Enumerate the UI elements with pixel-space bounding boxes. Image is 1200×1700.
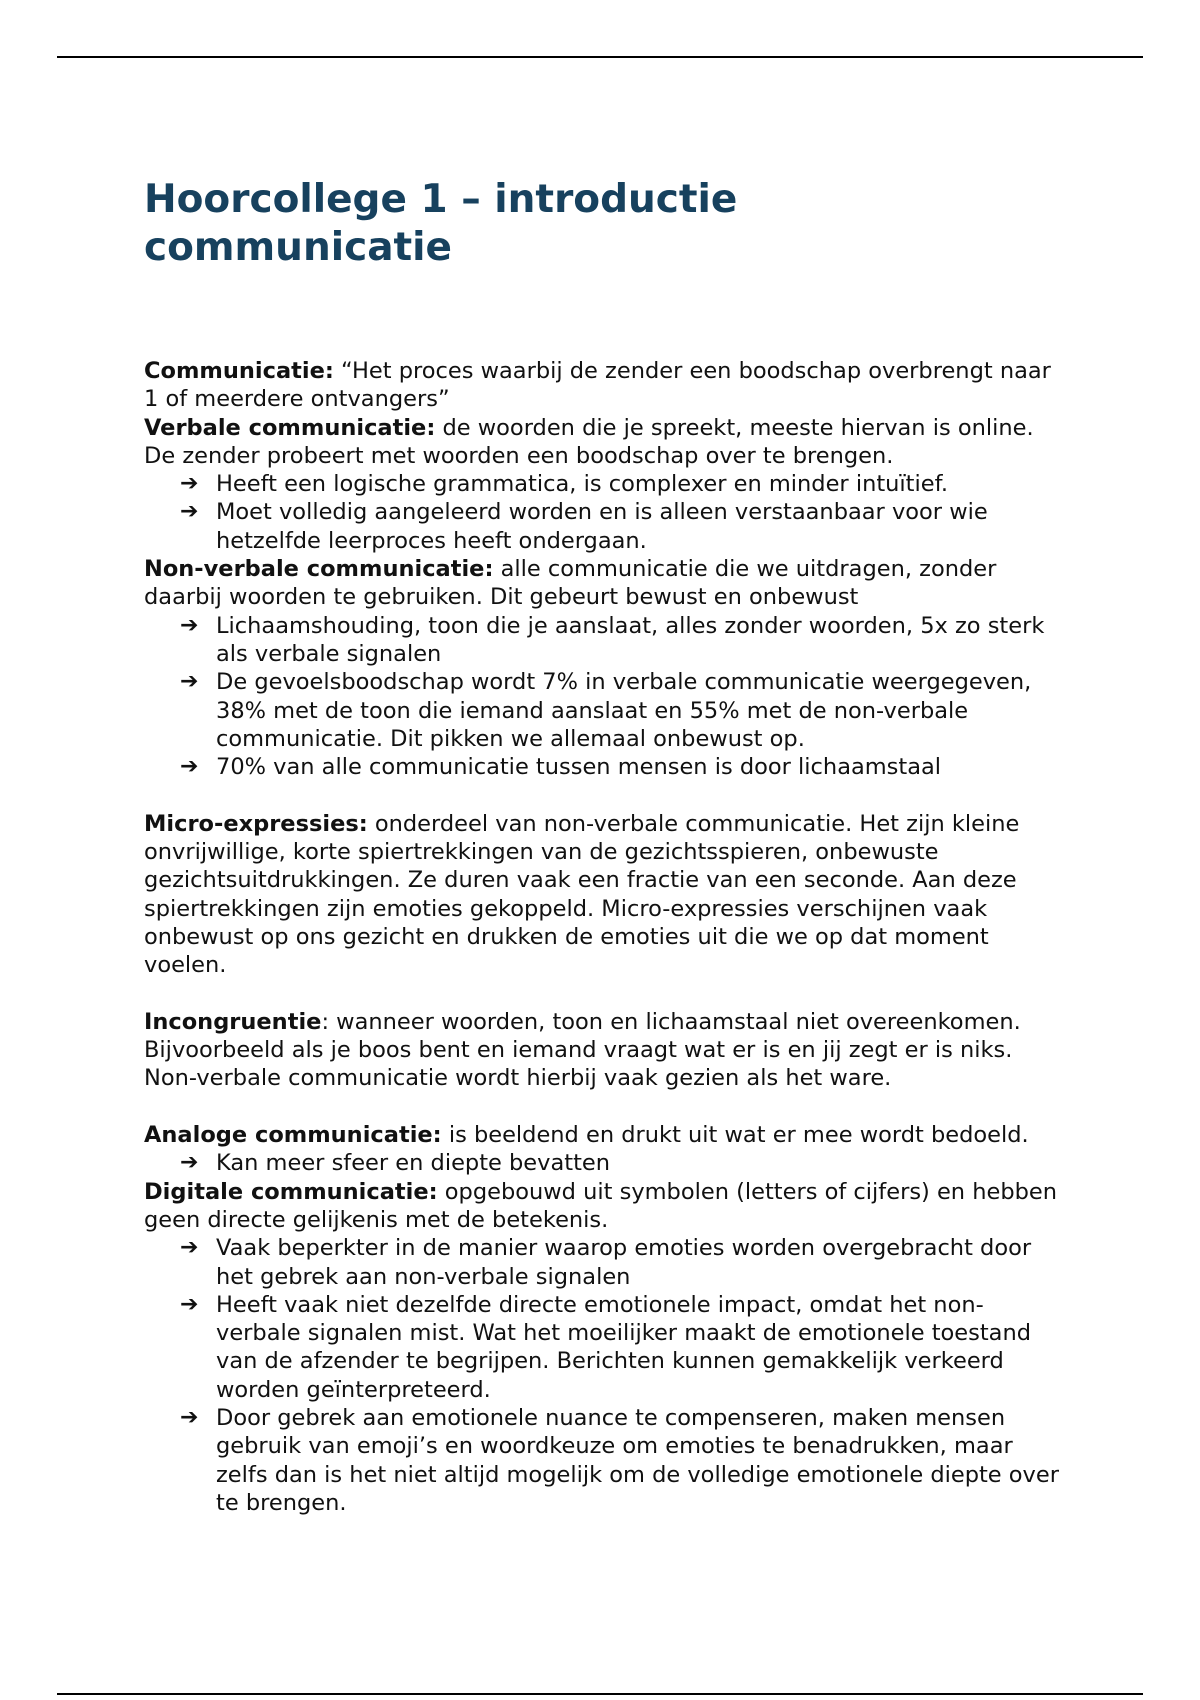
list-item bbox=[180, 612, 1064, 669]
list-item bbox=[180, 753, 1064, 781]
definition-text: onderdeel van non-verbale communicatie. Het zijn kleine onvrijwillige, korte spiertrekkingen van de gezichtsspieren, onbewuste gezichtsuitdrukkingen. Ze duren vaak een fractie van een seconde. Aan deze spiertrekkingen zijn emoties gekoppeld. Micro-expressies verschijnen vaak onbewust op ons gezicht en drukken de emoties uit die we op dat moment voelen. bbox=[144, 810, 1020, 979]
arrow-right-icon: ➔ bbox=[180, 499, 199, 525]
term-label: Digitale communicatie: bbox=[144, 1178, 438, 1205]
document-body bbox=[144, 176, 1064, 1517]
arrow-right-icon: ➔ bbox=[180, 754, 199, 780]
term-label: Incongruentie bbox=[144, 1008, 322, 1035]
list-item bbox=[180, 1404, 1064, 1517]
definition-text: opgebouwd uit symbolen (letters of cijfers) en hebben geen directe gelijkenis met de betekenis. bbox=[144, 1178, 1057, 1233]
list-item-text: Lichaamshouding, toon die je aanslaat, alles zonder woorden, 5x zo sterk als verbale signalen bbox=[216, 612, 1045, 667]
list-item bbox=[180, 668, 1064, 753]
paragraph-incongruentie bbox=[144, 1008, 1064, 1093]
list-item bbox=[180, 498, 1064, 555]
arrow-right-icon: ➔ bbox=[180, 1291, 199, 1317]
bottom-divider bbox=[57, 1693, 1143, 1695]
arrow-right-icon: ➔ bbox=[180, 669, 199, 695]
list-item-text: Vaak beperkter in de manier waarop emoties worden overgebracht door het gebrek aan non-verbale signalen bbox=[216, 1235, 1032, 1290]
list-item-text: Kan meer sfeer en diepte bevatten bbox=[216, 1150, 611, 1177]
list-item bbox=[180, 1234, 1064, 1291]
paragraph-micro-expressies bbox=[144, 810, 1064, 980]
definition-text: is beeldend en drukt uit wat er mee wordt bedoeld. bbox=[441, 1122, 1029, 1149]
bullet-list-verbaal bbox=[144, 470, 1064, 555]
bullet-list-digitaal bbox=[144, 1234, 1064, 1517]
term-label: Verbale communicatie: bbox=[144, 414, 436, 441]
bullet-list-nonverbaal bbox=[144, 612, 1064, 782]
list-item-text: Heeft vaak niet dezelfde directe emotionele impact, omdat het non-verbale signalen mist. Wat het moeilijker maakt de emotionele toestand van de afzender te begrijpen. Berichten kunnen gemakkelijk verkeerd worden geïnterpreteerd. bbox=[216, 1291, 1031, 1403]
list-item bbox=[180, 1149, 1064, 1177]
spacer bbox=[144, 1093, 1064, 1121]
term-label: Micro-expressies: bbox=[144, 810, 368, 837]
definition-text: alle communicatie die we uitdragen, zonder daarbij woorden te gebruiken. Dit gebeurt bewust en onbewust bbox=[144, 556, 997, 611]
paragraph-digitale-communicatie bbox=[144, 1178, 1064, 1235]
list-item-text: Door gebrek aan emotionele nuance te compenseren, maken mensen gebruik van emoji’s en woordkeuze om emoties te benadrukken, maar zelfs dan is het niet altijd mogelijk om de volledige emotionele diepte over te brengen. bbox=[216, 1404, 1059, 1516]
paragraph-non-verbale-communicatie bbox=[144, 555, 1064, 612]
bullet-list-analoog bbox=[144, 1149, 1064, 1177]
top-divider bbox=[57, 56, 1143, 58]
paragraph-analoge-communicatie bbox=[144, 1121, 1064, 1149]
spacer bbox=[144, 781, 1064, 809]
arrow-right-icon: ➔ bbox=[180, 471, 199, 497]
definition-text: : wanneer woorden, toon en lichaamstaal niet overeenkomen. Bijvoorbeeld als je boos bent en iemand vraagt wat er is en jij zegt er is niks. Non-verbale communicatie wordt hierbij vaak gezien als het ware. bbox=[144, 1008, 1021, 1092]
definition-text: de woorden die je spreekt, meeste hiervan is online. De zender probeert met woorden een boodschap over te brengen. bbox=[144, 414, 1034, 469]
list-item-text: Heeft een logische grammatica, is complexer en minder intuïtief. bbox=[216, 471, 949, 498]
arrow-right-icon: ➔ bbox=[180, 1235, 199, 1261]
term-label: Non-verbale communicatie: bbox=[144, 556, 494, 583]
notes-text bbox=[144, 357, 1064, 1517]
paragraph-communicatie bbox=[144, 357, 1064, 414]
term-label: Communicatie: bbox=[144, 358, 334, 384]
list-item bbox=[180, 1291, 1064, 1404]
list-item-text: 70% van alle communicatie tussen mensen is door lichaamstaal bbox=[216, 754, 942, 781]
spacer bbox=[144, 980, 1064, 1008]
definition-text: “Het proces waarbij de zender een boodschap overbrengt naar 1 of meerdere ontvangers” bbox=[144, 358, 1051, 413]
list-item bbox=[180, 470, 1064, 498]
paragraph-verbale-communicatie bbox=[144, 414, 1064, 471]
page-title: Hoorcollege 1 – introductie communicatie bbox=[144, 177, 738, 270]
arrow-right-icon: ➔ bbox=[180, 1404, 199, 1430]
arrow-right-icon: ➔ bbox=[180, 1150, 199, 1176]
arrow-right-icon: ➔ bbox=[180, 612, 199, 638]
term-label: Analoge communicatie: bbox=[144, 1122, 442, 1149]
list-item-text: De gevoelsboodschap wordt 7% in verbale communicatie weergegeven, 38% met de toon die iemand aanslaat en 55% met de non-verbale communicatie. Dit pikken we allemaal onbewust op. bbox=[216, 669, 1032, 752]
list-item-text: Moet volledig aangeleerd worden en is alleen verstaanbaar voor wie hetzelfde leerproces heeft ondergaan. bbox=[216, 499, 988, 554]
